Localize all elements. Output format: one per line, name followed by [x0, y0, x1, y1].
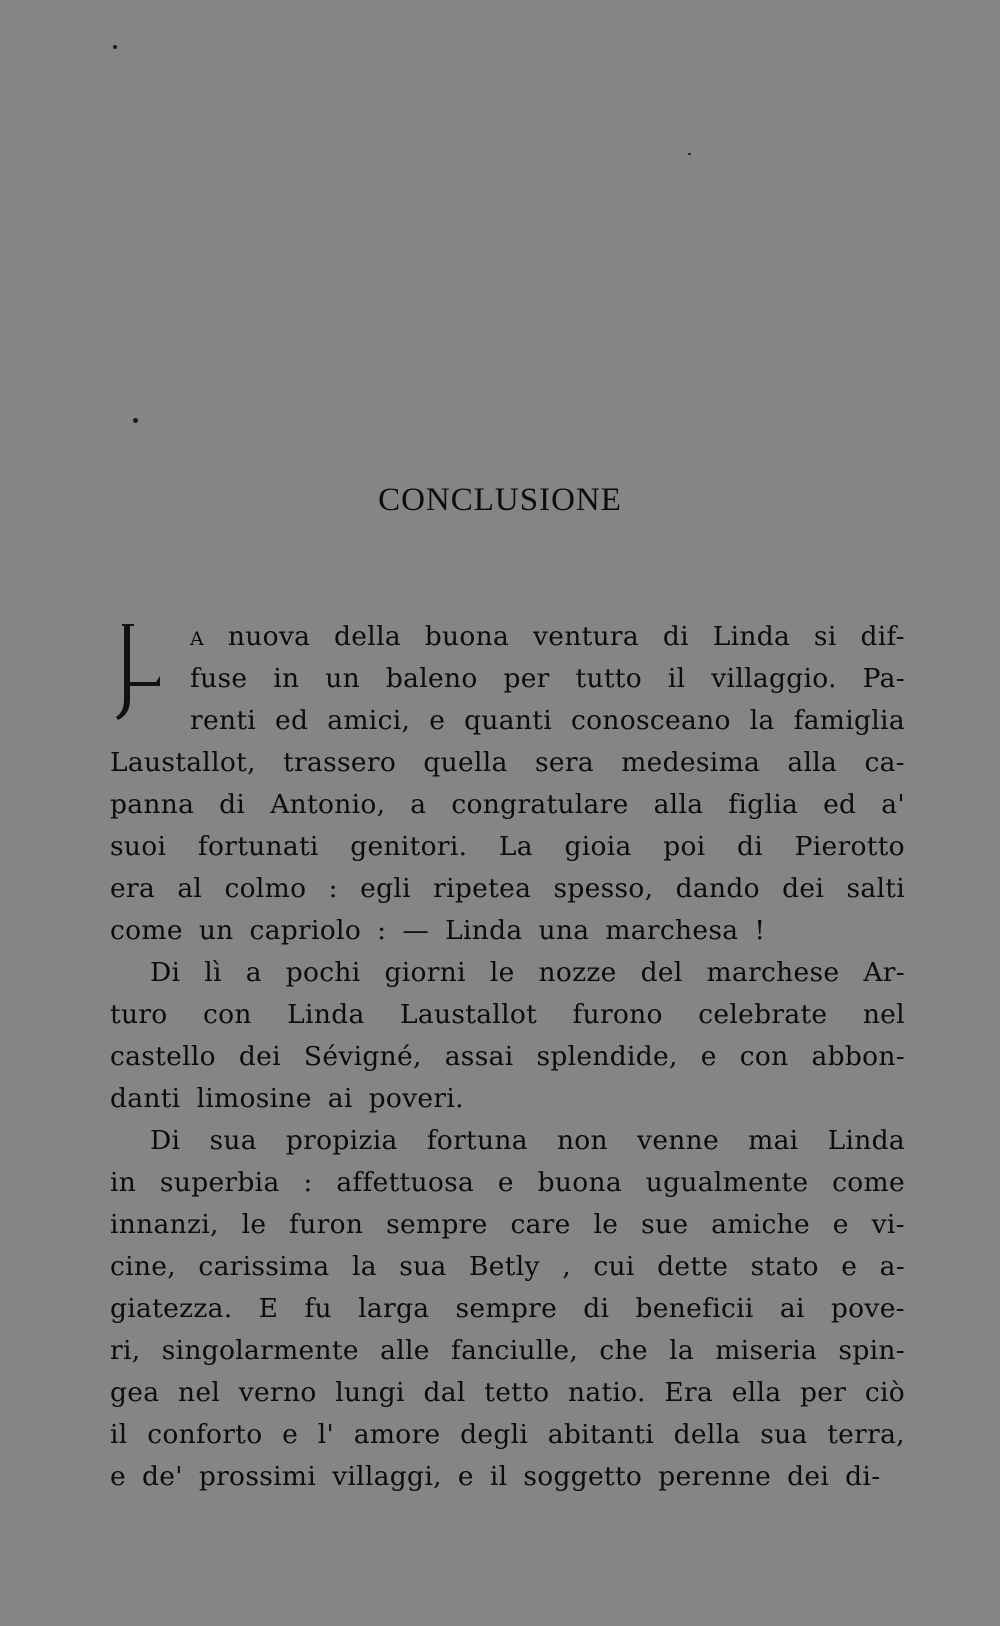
word: dette — [657, 1251, 729, 1282]
word: alla — [653, 789, 704, 820]
word: medesima — [621, 747, 761, 778]
text-line — [110, 910, 905, 952]
word: fu — [304, 1293, 332, 1324]
word: de' — [141, 1461, 183, 1492]
word: figlia — [728, 789, 799, 820]
word: tetto — [484, 1377, 550, 1408]
word: Linda — [445, 915, 523, 946]
paragraph — [110, 616, 905, 952]
word: fortuna — [426, 1125, 528, 1156]
word: un — [198, 915, 234, 946]
word: Sévigné, — [303, 1041, 422, 1072]
word: terra, — [827, 1419, 905, 1450]
word: Linda — [712, 621, 791, 652]
word: egli — [360, 873, 411, 904]
word: una — [538, 915, 590, 946]
word: ri, — [110, 1335, 141, 1366]
word: l' — [317, 1419, 335, 1450]
ink-speck — [133, 418, 138, 423]
word: dei — [787, 1461, 830, 1492]
word: il — [667, 663, 686, 694]
word: la — [669, 1335, 694, 1366]
word: Linda — [287, 999, 365, 1030]
word: singolarmente — [161, 1335, 359, 1366]
word: sue — [641, 1209, 689, 1240]
word: verno — [238, 1377, 317, 1408]
word: ed — [275, 705, 309, 736]
word: genitori. — [350, 831, 468, 862]
word: le — [593, 1209, 619, 1240]
word: renti — [190, 705, 257, 736]
word: a — [410, 789, 427, 820]
word: poveri. — [368, 1083, 464, 1114]
text-line — [110, 1120, 905, 1162]
text-line — [110, 742, 905, 784]
text-line — [110, 1162, 905, 1204]
word: come — [832, 1167, 905, 1198]
word: — — [402, 915, 430, 946]
word: propizia — [285, 1125, 398, 1156]
word: di- — [845, 1461, 881, 1492]
word: pove- — [830, 1293, 905, 1324]
text-line — [110, 1036, 905, 1078]
word: famiglia — [793, 705, 905, 736]
word: stato — [750, 1251, 819, 1282]
word: cine, — [110, 1251, 176, 1282]
word: poi — [663, 831, 706, 862]
word: per — [799, 1377, 847, 1408]
word: gioia — [564, 831, 632, 862]
word: dal — [423, 1377, 466, 1408]
chapter-title: CONCLUSIONE — [378, 482, 622, 518]
word: buona — [424, 621, 510, 652]
word: il — [489, 1461, 508, 1492]
word: della — [673, 1419, 741, 1450]
word: sempre — [386, 1209, 488, 1240]
text-line — [110, 1456, 905, 1498]
word: a- — [879, 1251, 905, 1282]
word: dif- — [860, 621, 905, 652]
word: in — [110, 1167, 137, 1198]
word: beneficii — [635, 1293, 754, 1324]
word: alle — [380, 1335, 430, 1366]
word: Antonio, — [270, 789, 386, 820]
word: Era — [664, 1377, 714, 1408]
word: venne — [637, 1125, 720, 1156]
word: giorni — [384, 957, 466, 988]
word: e — [841, 1251, 858, 1282]
word: superbia — [159, 1167, 280, 1198]
word: ventura — [532, 621, 639, 652]
word: prossimi — [198, 1461, 317, 1492]
word: sera — [534, 747, 594, 778]
word: miseria — [715, 1335, 818, 1366]
word: : — [377, 915, 387, 946]
word: carissima — [198, 1251, 330, 1282]
word: degli — [460, 1419, 529, 1450]
word: nel — [862, 999, 905, 1030]
text-line — [110, 826, 905, 868]
word: sua — [399, 1251, 447, 1282]
word: e — [110, 1461, 126, 1492]
word: conforto — [147, 1419, 263, 1450]
word: abbon- — [811, 1041, 905, 1072]
word: in — [273, 663, 300, 694]
word: turo — [110, 999, 168, 1030]
word: care — [510, 1209, 571, 1240]
word: alla — [787, 747, 838, 778]
word: del — [640, 957, 683, 988]
word: nozze — [538, 957, 617, 988]
word: conosceano — [570, 705, 731, 736]
text-line — [110, 952, 905, 994]
word: per — [503, 663, 550, 694]
text-line — [110, 784, 905, 826]
word: furon — [289, 1209, 364, 1240]
word: e — [429, 705, 446, 736]
word: ciò — [864, 1377, 905, 1408]
word: Di — [150, 1125, 181, 1156]
word: splendide, — [536, 1041, 678, 1072]
word: villaggi, — [332, 1461, 442, 1492]
word: dei — [782, 873, 825, 904]
word: Ar- — [863, 957, 905, 988]
word: a' — [881, 789, 905, 820]
word: pochi — [285, 957, 361, 988]
word: A — [190, 628, 205, 650]
word: celebrate — [698, 999, 828, 1030]
word: affettuosa — [336, 1167, 475, 1198]
text-line — [110, 1204, 905, 1246]
word: di — [583, 1293, 610, 1324]
text-line — [110, 994, 905, 1036]
word: amiche — [711, 1209, 810, 1240]
word: spesso, — [553, 873, 654, 904]
word: ca- — [864, 747, 905, 778]
word: marchese — [706, 957, 840, 988]
paragraph — [110, 952, 905, 1120]
paragraph — [110, 1120, 905, 1498]
word: ripetea — [433, 873, 532, 904]
word: mai — [748, 1125, 799, 1156]
word: dei — [238, 1041, 281, 1072]
word: E — [258, 1293, 279, 1324]
word: assai — [444, 1041, 514, 1072]
body-text — [110, 616, 905, 1498]
word: : — [328, 873, 338, 904]
word: nuova — [227, 621, 311, 652]
word: Laustallot, — [110, 747, 256, 778]
text-line — [110, 616, 905, 658]
word: salti — [846, 873, 905, 904]
word: e — [497, 1167, 514, 1198]
word: limosine — [196, 1083, 312, 1114]
word: gea — [110, 1377, 160, 1408]
word: che — [599, 1335, 648, 1366]
word: e — [457, 1461, 474, 1492]
word: con — [202, 999, 252, 1030]
word: furono — [572, 999, 663, 1030]
word: Di — [150, 957, 181, 988]
word: di — [662, 621, 689, 652]
word: nel — [178, 1377, 221, 1408]
word: vi- — [871, 1209, 905, 1240]
text-line — [110, 1372, 905, 1414]
word: innanzi, — [110, 1209, 219, 1240]
text-line — [110, 1330, 905, 1372]
word: e — [700, 1041, 717, 1072]
word: larga — [358, 1293, 430, 1324]
word: natio. — [567, 1377, 646, 1408]
word: cui — [593, 1251, 635, 1282]
word: ! — [754, 915, 766, 946]
word: Pa- — [862, 663, 905, 694]
word: era — [110, 873, 156, 904]
word: ai — [779, 1293, 805, 1324]
word: suoi — [110, 831, 167, 862]
word: , — [562, 1251, 571, 1282]
text-line — [110, 868, 905, 910]
word: amore — [353, 1419, 441, 1450]
word: fortunati — [197, 831, 319, 862]
word: la — [749, 705, 775, 736]
word: ugualmente — [645, 1167, 809, 1198]
word: panna — [110, 789, 195, 820]
text-line — [110, 1288, 905, 1330]
text-line — [110, 700, 905, 742]
ink-speck — [688, 153, 691, 155]
word: lì — [204, 957, 222, 988]
word: Laustallot — [399, 999, 538, 1030]
word: quella — [423, 747, 508, 778]
word: si — [813, 621, 837, 652]
text-line — [110, 1078, 905, 1120]
word: ai — [327, 1083, 353, 1114]
word: il — [110, 1419, 128, 1450]
text-line — [110, 1414, 905, 1456]
word: castello — [110, 1041, 216, 1072]
word: la — [351, 1251, 377, 1282]
word: e — [282, 1419, 299, 1450]
word: lungi — [335, 1377, 405, 1408]
word: quanti — [464, 705, 552, 736]
word: a — [245, 957, 262, 988]
word: le — [241, 1209, 267, 1240]
word: danti — [110, 1083, 181, 1114]
word: perenne — [658, 1461, 772, 1492]
word: congratulare — [451, 789, 629, 820]
text-line — [110, 658, 905, 700]
word: non — [556, 1125, 608, 1156]
word: come — [110, 915, 183, 946]
word: : — [303, 1167, 313, 1198]
word: marchesa — [605, 915, 739, 946]
word: baleno — [385, 663, 478, 694]
word: giatezza. — [110, 1293, 233, 1324]
word: e — [832, 1209, 849, 1240]
word: sua — [209, 1125, 257, 1156]
word: ella — [731, 1377, 782, 1408]
word: ed — [823, 789, 857, 820]
word: Betly — [469, 1251, 540, 1282]
word: sempre — [455, 1293, 558, 1324]
ink-speck — [113, 45, 117, 49]
word: Linda — [827, 1125, 905, 1156]
text-line — [110, 1246, 905, 1288]
word: con — [739, 1041, 789, 1072]
word: al — [177, 873, 203, 904]
word: di — [737, 831, 764, 862]
word: tutto — [575, 663, 642, 694]
word: soggetto — [523, 1461, 643, 1492]
word: colmo — [224, 873, 307, 904]
word: villaggio. — [711, 663, 837, 694]
word: dando — [675, 873, 760, 904]
word: La — [498, 831, 533, 862]
word: capriolo — [249, 915, 362, 946]
word: fanciulle, — [450, 1335, 579, 1366]
word: un — [325, 663, 360, 694]
word: fuse — [190, 663, 248, 694]
word: le — [489, 957, 515, 988]
word: buona — [537, 1167, 623, 1198]
word: trassero — [283, 747, 397, 778]
word: amici, — [327, 705, 411, 736]
word: Pierotto — [794, 831, 905, 862]
word: di — [219, 789, 246, 820]
word: abitanti — [547, 1419, 655, 1450]
word: sua — [760, 1419, 808, 1450]
word: spin- — [838, 1335, 905, 1366]
word: della — [334, 621, 401, 652]
